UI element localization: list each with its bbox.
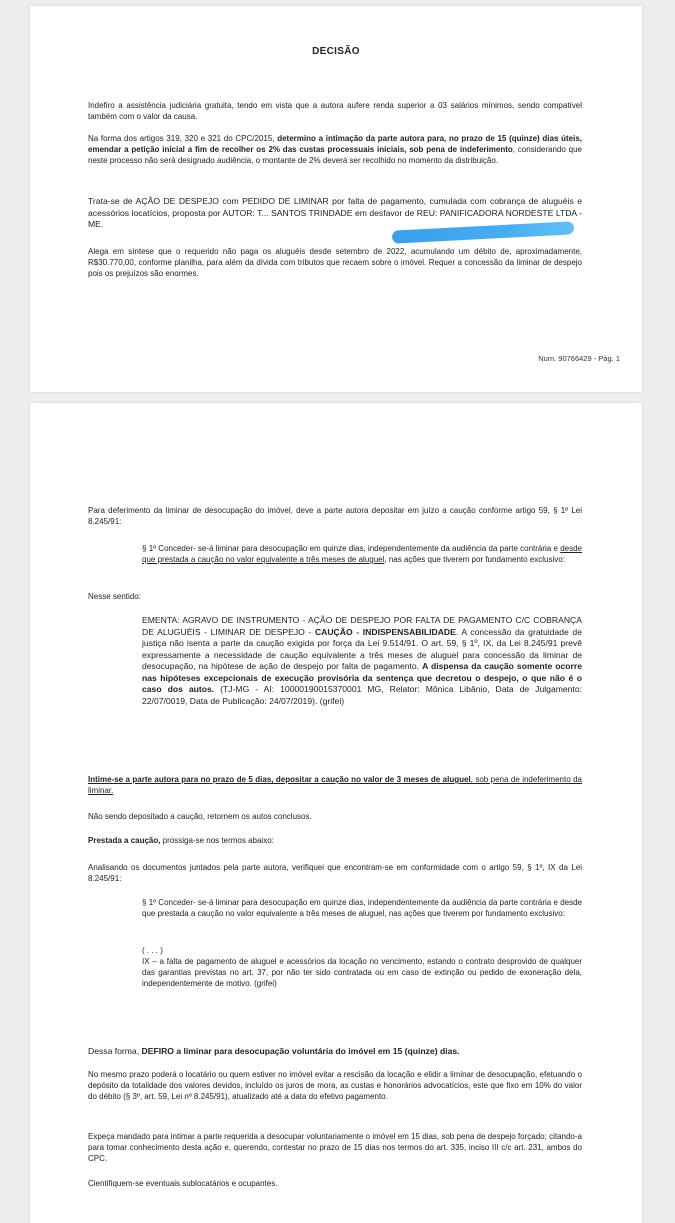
quote-text: § 1º Conceder- se-á liminar para desocupação em quinze dias, independentemente da audiência da parte contrária e [142,544,561,553]
paragraph-grant-injunction [88,1046,582,1058]
paragraph-amend-petition [88,133,582,166]
bold-underlined-text: Intime-se a parte autora para no prazo de 5 dias, depositar a caução no valor de 3 meses de aluguel [88,775,471,784]
bold-text: DEFIRO a liminar para desocupação voluntária do imóvel em 15 (quinze) dias. [141,1046,460,1056]
paragraph-same-deadline: No mesmo prazo poderá o locatário ou quem estiver no imóvel evitar a rescisão da locação e elidir a liminar de desocupação, efetuando o depósito da totalidade dos valores devidos, incluído os juros de mora, as custas e honorários advocatícios, este que fixo em 10% do valor do débito (§ 3º, art. 59, Lei nº 8.245/91), atualizado até a data do efetivo pagamento. [88,1070,582,1101]
quote-text: (TJ-MG - AI: 10000190015370001 MG, Relator: Mônica Libânio, Data de Julgamento: 22/07/0019, Data de Publicação: 24/07/2019). (grifei) [142,684,582,706]
quote-jurisprudence [142,615,582,707]
paragraph-allegations: Alega em síntese que o requerido não paga os aluguéis desde setembro de 2022, acumulando um débito de, aproximadamente, R$30.770,00, conforme planilha, para além da dívida com tributos que recaem sobre o imóvel. Requer a concessão da liminar de despejo pois os prejuízos são enormes. [88,247,582,278]
quote-text: EMENTA: AGRAVO DE INSTRUMENTO - AÇÃO DE DESPEJO POR FALTA DE PAGAMENTO C/C COBRANÇA DE ALUGUÉIS - LIMINAR DE DESPEJO - [142,615,582,637]
quote-ellipsis: ( . . . ) [142,946,163,955]
paragraph-notify-occupants: Cientifiquem-se eventuais sublocatários e ocupantes. [88,1179,278,1188]
underlined-text: , sob pena de indeferimento da liminar. [88,775,582,795]
bold-text: determino a intimação da parte autora para, no prazo de 15 (quinze) dias úteis, emendar a petição inicial a fim de recolher os 2% das custas processuais iniciais, sob pena de indeferimento [88,134,583,154]
paragraph-no-deposit: Não sendo depositado a caução, retornem os autos conclusos. [88,812,312,821]
bold-text: Prestada a caução, [88,836,161,845]
quote-text: , nas ações que tiverem por fundamento exclusivo: [384,555,565,564]
page-footer: Num. 90766429 - Pág. 1 [538,354,620,363]
paragraph-text: Na forma dos artigos 319, 320 e 321 do CPC/2015, [88,134,278,143]
bold-text: CAUÇÃO - INDISPENSABILIDADE [314,626,456,637]
paragraph-bail-provided [88,835,582,846]
quote-article-59 [142,543,582,565]
page-title: DECISÃO [312,46,360,57]
document-page-1 [30,6,642,392]
paragraph-intimation [88,774,582,796]
paragraph-case-summary: Trata-se de AÇÃO DE DESPEJO com PEDIDO DE LIMINAR por falta de pagamento, cumulada com cobrança de aluguéis e acessórios locatícios, proposta por AUTOR: T... SANTOS TRINDADE em desfavor de REU: PANIFICADORA NORDESTE LTDA - ME. [88,196,582,229]
paragraph-analysis: Analisando os documentos juntados pela parte autora, verifiquei que encontram-se em conformidade com o artigo 59, § 1º, IX da Lei 8.245/91: [88,863,582,883]
document-page-2 [30,403,642,1223]
paragraph-gratuity: Indefiro a assistência judiciária gratuita, tendo em vista que a autora aufere renda superior a 03 salários mínimos, sendo compatível também com o valor da causa. [88,101,582,121]
paragraph-bail-requirement: Para deferimento da liminar de desocupação do imóvel, deve a parte autora depositar em juízo a caução conforme artigo 59, § 1º Lei 8.245/91: [88,506,582,526]
underlined-text: desde que prestada a caução no valor equivalente a três meses de aluguel [142,544,582,564]
paragraph-nesse-sentido: Nesse sentido: [88,592,141,601]
paragraph-text: Dessa forma, [88,1046,142,1056]
quote-item-ix: IX – a falta de pagamento de aluguel e acessórios da locação no vencimento, estando o contrato desprovido de qualquer das garantias previstas no art. 37, por não ter sido contratada ou em caso de extinção ou pedido de exoneração dela, independentemente de motivo. (grifei) [142,957,582,988]
quote-text: . A concessão da gratuidade de justiça não isenta a parte da caução exigida por força da Lei 9.514/91. O art. 59, § 1º, IX, da Lei 8.245/91 prevê expressamente a necessidade de caução equivalente a três meses de aluguel para concessão da liminar de desocupação, na hipótese de ação de despejo por falta de pagamento. [142,626,582,671]
quote-article-59-repeat: § 1º Conceder- se-á liminar para desocupação em quinze dias, independentemente da audiência da parte contrária e desde que prestada a caução no valor equivalente a três meses de aluguel, nas ações que tiverem por fundamento exclusivo: [142,898,582,918]
paragraph-text: , considerando que neste processo não será designado audiência, o montante de 2% deverá ser recolhido no momento da distribuição. [88,145,582,165]
bold-text: A dispensa da caução somente ocorre nas hipóteses excepcionais de execução provisória da sentença que decretou o despejo, o que não é o caso dos autos. [142,661,583,694]
paragraph-text: prossiga-se nos termos abaixo: [160,836,274,845]
paragraph-warrant: Expeça mandado para intimar a parte requerida a desocupar voluntariamente o imóvel em 15 dias, sob pena de despejo forçado; citando-a para tomar conhecimento desta ação e, querendo, contestar no prazo de 15 dias nos termos do art. 335, inciso III c/c art. 231, ambos do CPC. [88,1132,582,1163]
